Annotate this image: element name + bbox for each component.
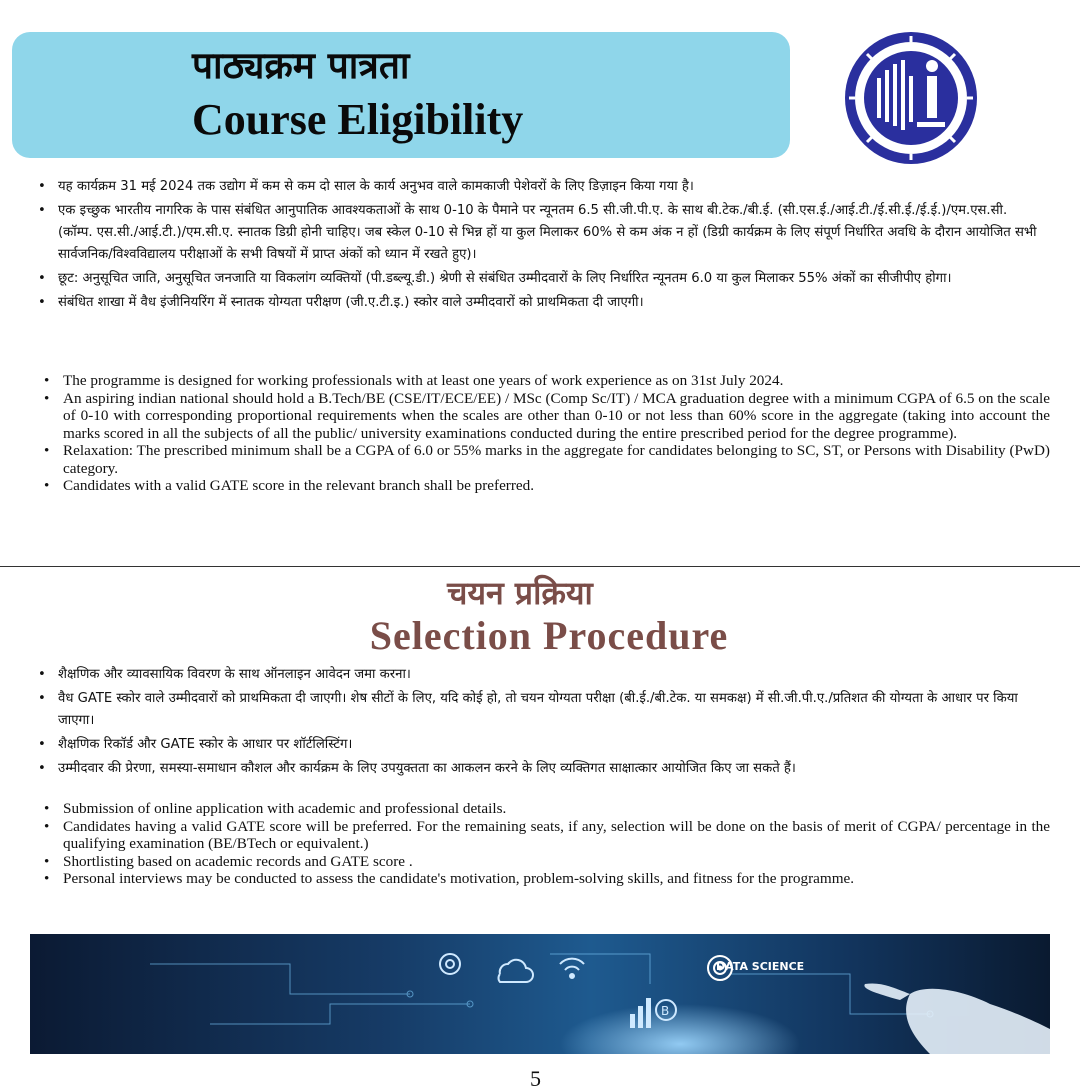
svg-text:B: B bbox=[661, 1004, 670, 1018]
selection-title-hindi: चयन प्रक्रिया bbox=[447, 574, 593, 612]
list-item: • एक इच्छुक भारतीय नागरिक के पास संबंधित आनुपातिक आवश्यकताओं के साथ 0-10 के पैमाने पर न्यूनतम 6.5 सी.जी.पी.ए. के साथ बी.टेक./बी.ई. (सी.एस.ई./आई.टी./ई.सी.ई./ई.ई.)/एम.एस.सी. (कॉम्प. एस.सी./आई.टी.)/एम.सी.ए. स्नातक डिग्री होनी चाहिए। जब स्केल 0-10 से भिन्न हों या कुल मिलाकर 60% से कम अंक न हों (डिग्री कार्यक्रम के लिए संपूर्ण निर्धारित अवधि के दौरान आयोजित सभी सार्वजनिक/विश्वविद्यालय परीक्षाओं के सभी विषयों में प्राप्त अंकों को ध्यान में रखते हुए)। bbox=[30, 200, 1042, 266]
robot-hand-icon bbox=[864, 983, 1050, 1054]
list-item: • Relaxation: The prescribed minimum shall be a CGPA of 6.0 or 55% marks in the aggregate for candidates belonging to SC, ST, or Persons with Disability (PwD) category. bbox=[30, 442, 1050, 477]
title-english: Course Eligibility bbox=[192, 95, 524, 144]
data-science-banner bbox=[30, 934, 1050, 1054]
list-item: • संबंधित शाखा में वैध इंजीनियरिंग में स्नातक योग्यता परीक्षण (जी.ए.टी.इ.) स्कोर वाले उम्मीदवारों को प्राथमिकता दी जाएगी। bbox=[30, 292, 1042, 314]
list-item: • The programme is designed for working professionals with at least one years of work experience as on 31st July 2024. bbox=[30, 372, 1050, 390]
list-item: • Personal interviews may be conducted to assess the candidate's motivation, problem-solving skills, and fitness for the programme. bbox=[30, 870, 1050, 888]
list-item: • यह कार्यक्रम 31 मई 2024 तक उद्योग में कम से कम दो साल के कार्य अनुभव वाले कामकाजी पेशेवरों के लिए डिज़ाइन किया गया है। bbox=[30, 176, 1042, 198]
header-banner bbox=[12, 32, 790, 158]
list-item: • वैध GATE स्कोर वाले उम्मीदवारों को प्राथमिकता दी जाएगी। शेष सीटों के लिए, यदि कोई हो, तो चयन योग्यता परीक्षा (बी.ई./बी.टेक. या समकक्ष) में सी.जी.पी.ए./प्रतिशत की योग्यता के आधार पर किया जाएगा। bbox=[30, 688, 1050, 732]
list-item: • Submission of online application with academic and professional details. bbox=[30, 800, 1050, 818]
list-item: • छूट: अनुसूचित जाति, अनुसूचित जनजाति या विकलांग व्यक्तियों (पी.डब्ल्यू.डी.) श्रेणी से संबंधित उम्मीदवारों के लिए निर्धारित न्यूनतम 6.0 या कुल मिलाकर 55% अंकों का सीजीपीए होगा। bbox=[30, 268, 1042, 290]
wifi-icon bbox=[560, 959, 584, 978]
list-item: • An aspiring indian national should hold a B.Tech/BE (CSE/IT/ECE/EE) / MSc (Comp Sc/IT) / MCA graduation degree with a minimum CGPA of 6.5 on the scale of 0-10 with corresponding proportional requirements when the scales are other than 0-10 or not less than 60% score in the aggregate (taking into account the marks scored in all the subjects of all the public/ university examinations conducted during the entire prescribed period for the degree programme). bbox=[30, 390, 1050, 443]
title-hindi: पाठ्यक्रम पात्रता bbox=[192, 44, 410, 87]
selection-title-english: Selection Procedure bbox=[369, 613, 729, 658]
selection-english-list bbox=[30, 800, 1050, 888]
institute-logo bbox=[843, 30, 979, 166]
section-divider bbox=[0, 566, 1080, 567]
banner-graphic bbox=[30, 934, 1050, 1054]
eligibility-english-list bbox=[30, 372, 1050, 495]
list-item: • शैक्षणिक रिकॉर्ड और GATE स्कोर के आधार पर शॉर्टलिस्टिंग। bbox=[30, 734, 1050, 756]
list-item: • Candidates with a valid GATE score in the relevant branch shall be preferred. bbox=[30, 477, 1050, 495]
selection-hindi-list bbox=[30, 664, 1050, 782]
list-item: • उम्मीदवार की प्रेरणा, समस्या-समाधान कौशल और कार्यक्रम के लिए उपयुक्तता का आकलन करने के लिए व्यक्तिगत साक्षात्कार आयोजित किए जा सकते हैं। bbox=[30, 758, 1050, 780]
banner-label: DATA SCIENCE bbox=[716, 960, 805, 973]
cloud-icon bbox=[498, 960, 533, 982]
gear-icon bbox=[440, 954, 460, 974]
page-number: 5 bbox=[530, 1066, 541, 1091]
list-item: • शैक्षणिक और व्यावसायिक विवरण के साथ ऑनलाइन आवेदन जमा करना। bbox=[30, 664, 1050, 686]
list-item: • Candidates having a valid GATE score will be preferred. For the remaining seats, if any, selection will be done on the basis of merit of CGPA/ percentage in the qualifying examination (BE/BTech or equivalent.) bbox=[30, 818, 1050, 853]
list-item: • Shortlisting based on academic records and GATE score . bbox=[30, 853, 1050, 871]
eligibility-hindi-list bbox=[30, 176, 1042, 316]
